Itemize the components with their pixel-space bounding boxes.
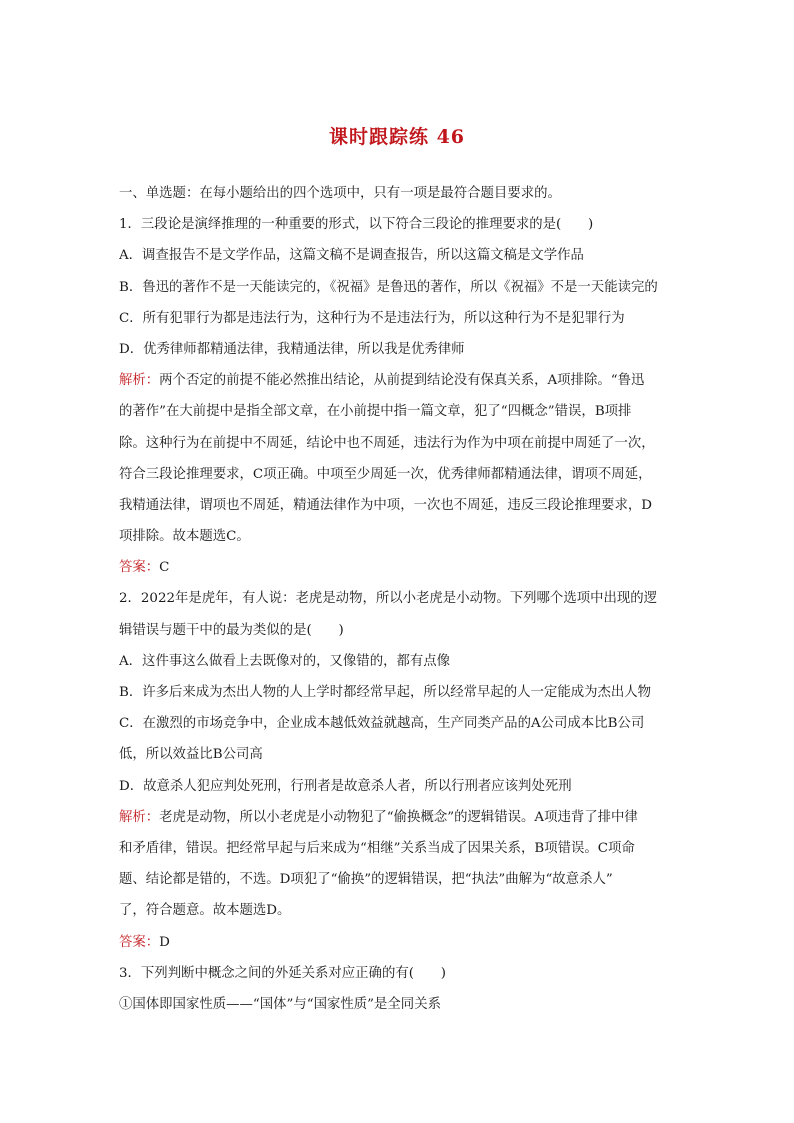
question-3-stem: 3．下列判断中概念之间的外延关系对应正确的有( ) <box>119 965 446 981</box>
answer-value: C <box>159 560 170 576</box>
question-1-option-c: C．所有犯罪行为都是违法行为，这种行为不是违法行为，所以这种行为不是犯罪行为 <box>119 310 625 326</box>
question-2-option-a: A．这件事这么做看上去既像对的，又像错的，都有点像 <box>119 653 451 669</box>
question-2-stem: 2．2022年是虎年，有人说：老虎是动物，所以小老虎是小动物。下列哪个选项中出现的逻 <box>119 591 658 607</box>
question-1-analysis-line: 我精通法律，谓项也不周延，精通法律作为中项，一次也不周延，违反三段论推理要求，D <box>119 497 652 513</box>
answer-label: 答案： <box>119 934 160 950</box>
question-1-option-d: D．优秀律师都精通法律，我精通法律，所以我是优秀律师 <box>119 341 465 357</box>
question-2-option-c: C．在激烈的市场竞争中，企业成本越低效益就越高，生产同类产品的A公司成本比B公司 <box>119 716 645 732</box>
question-1-stem: 1．三段论是演绎推理的一种重要的形式，以下符合三段论的推理要求的是( ) <box>119 217 594 233</box>
question-1-option-a: A．调查报告不是文学作品，这篇文稿不是调查报告，所以这篇文稿是文学作品 <box>119 248 584 264</box>
question-2-analysis-line: 题、结论都是错的，不选。D项犯了“偷换”的逻辑错误，把“执法”曲解为“故意杀人” <box>119 872 613 888</box>
analysis-text: 老虎是动物，所以小老虎是小动物犯了“偷换概念”的逻辑错误。A项违背了排中律 <box>159 809 638 825</box>
question-2-analysis-line <box>119 802 679 833</box>
question-1-analysis-line <box>119 365 679 396</box>
analysis-text: 两个否定的前提不能必然推出结论，从前提到结论没有保真关系，A项排除。“鲁迅 <box>159 373 645 389</box>
question-1-answer <box>119 552 679 583</box>
answer-label: 答案： <box>119 560 160 576</box>
question-1-analysis-line: 项排除。故本题选C。 <box>119 529 250 545</box>
question-1-analysis-line: 除。这种行为在前提中不周延，结论中也不周延，违法行为作为中项在前提中周延了一次， <box>119 435 655 451</box>
question-1-option-b: B．鲁迅的著作不是一天能读完的，《祝福》是鲁迅的著作，所以《祝福》不是一天能读完的 <box>119 279 658 295</box>
question-2-answer <box>119 927 679 958</box>
question-2-option-b: B．许多后来成为杰出人物的人上学时都经常早起，所以经常早起的人一定能成为杰出人物 <box>119 685 652 700</box>
document-body <box>119 178 679 1020</box>
question-2-analysis-line: 了，符合题意。故本题选D。 <box>119 903 291 919</box>
question-1-analysis-line: 符合三段论推理要求，C项正确。中项至少周延一次，优秀律师都精通法律，谓项不周延， <box>119 466 652 482</box>
question-2-stem: 辑错误与题干中的最为类似的是( ) <box>119 622 344 638</box>
question-2-option-d: D．故意杀人犯应判处死刑，行刑者是故意杀人者，所以行刑者应该判处死刑 <box>119 778 572 794</box>
question-2-option-c: 低，所以效益比B公司高 <box>119 747 263 763</box>
analysis-label: 解析： <box>119 809 160 825</box>
question-2-analysis-line: 和矛盾律，错误。把经常早起与后来成为“相继”关系当成了因果关系，B项错误。C项命 <box>119 840 635 856</box>
analysis-label: 解析： <box>119 373 160 389</box>
section-intro: 一、单选题：在每小题给出的四个选项中，只有一项是最符合题目要求的。 <box>119 186 561 201</box>
question-1-analysis-line: 的著作”在大前提中是指全部文章，在小前提中指一篇文章，犯了“四概念”错误，B项排 <box>119 404 632 420</box>
answer-value: D <box>159 934 170 950</box>
question-3-item-1: ①国体即国家性质——“国体”与“国家性质”是全同关系 <box>119 996 441 1012</box>
page-title: 课时跟踪练 46 <box>328 126 466 148</box>
